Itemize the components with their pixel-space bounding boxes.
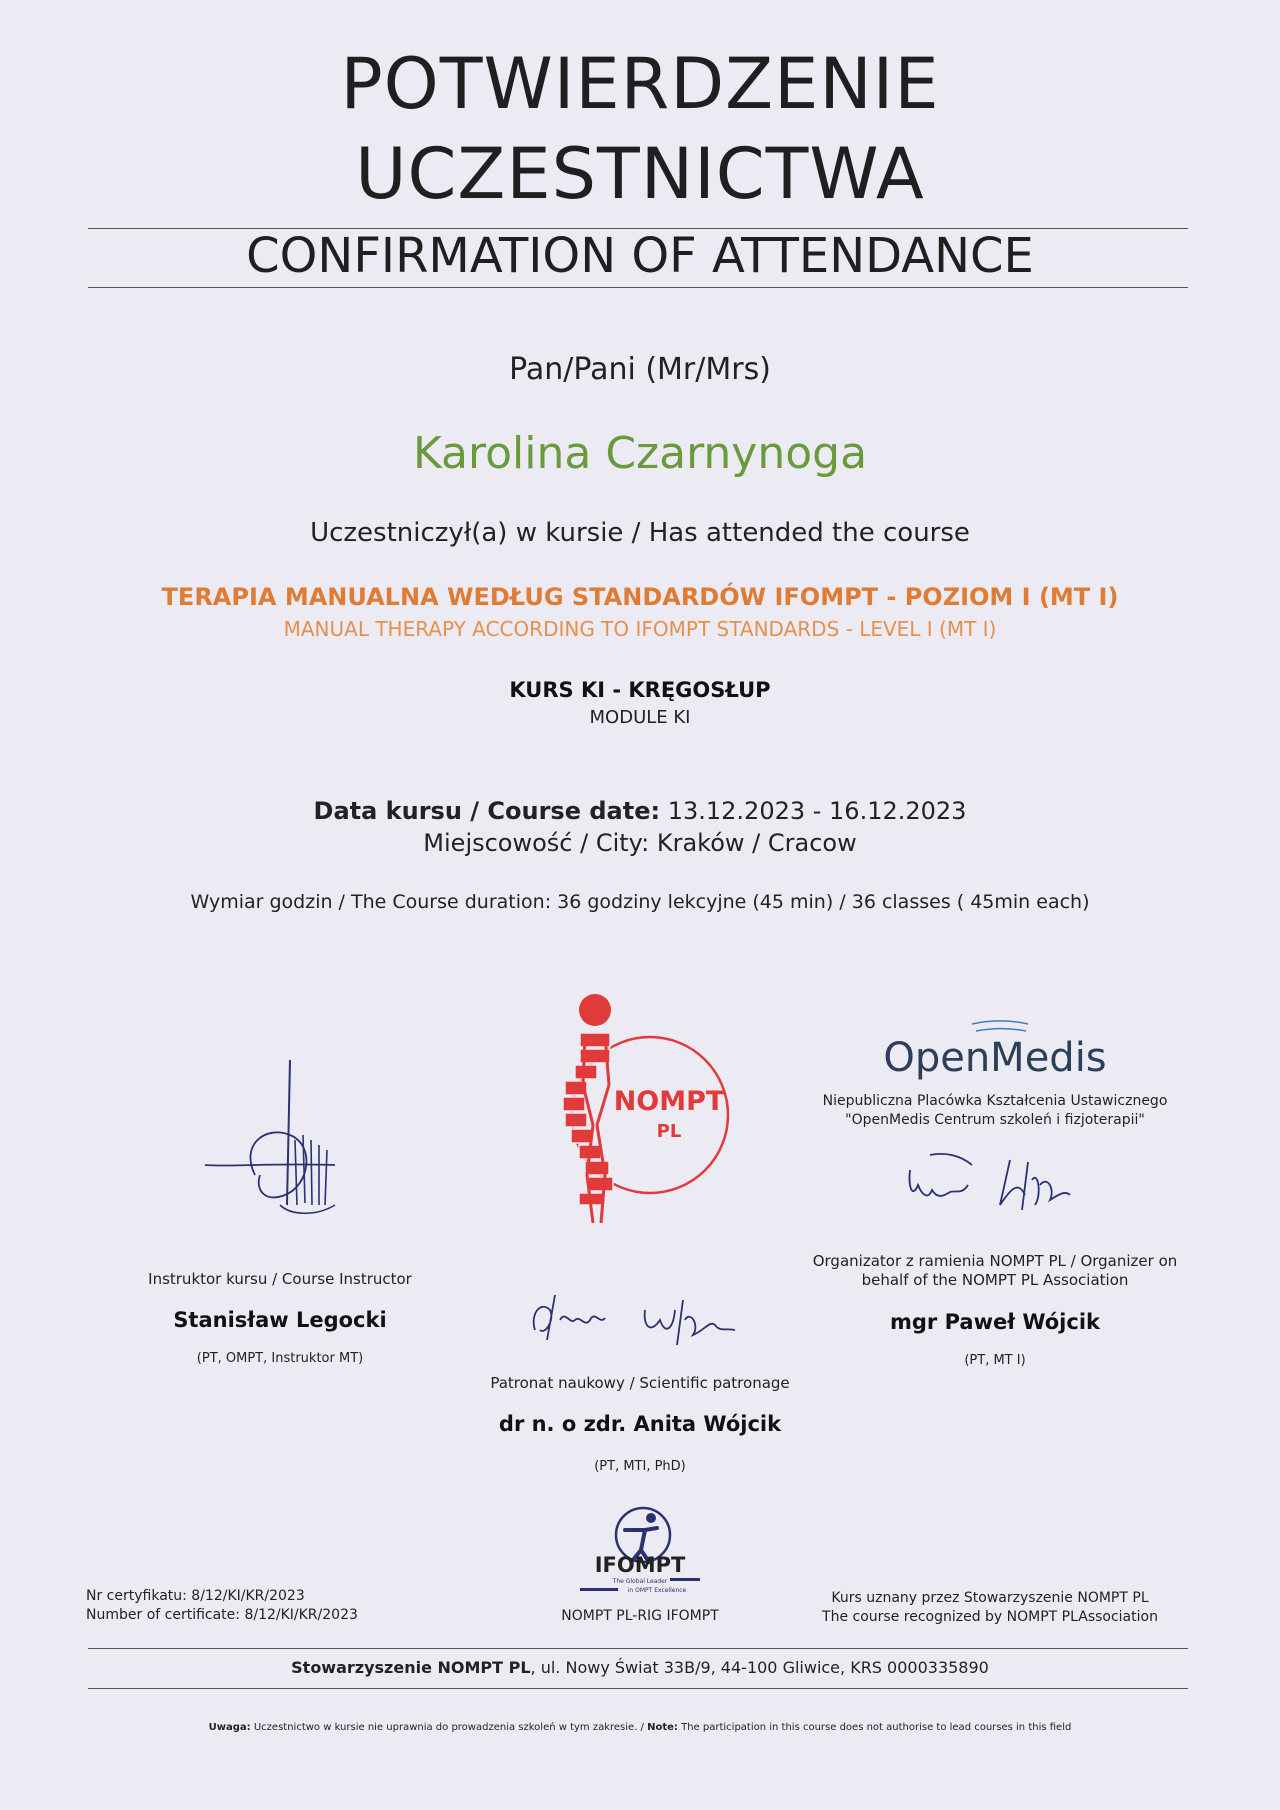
patron-role: Patronat naukowy / Scientific patronage — [490, 1374, 790, 1392]
patron-name: dr n. o zdr. Anita Wójcik — [498, 1412, 782, 1436]
footer-address-text: , ul. Nowy Świat 33B/9, 44-100 Gliwice, KRS 0000335890 — [530, 1658, 989, 1677]
footer-address — [0, 1658, 1280, 1677]
certificate-number-en: Number of certificate: 8/12/KI/KR/2023 — [86, 1607, 358, 1623]
course-date-label: Data kursu / Course date: — [313, 797, 661, 825]
subtitle: CONFIRMATION OF ATTENDANCE — [246, 228, 1034, 284]
instructor-role: Instruktor kursu / Course Instructor — [148, 1270, 412, 1288]
organizer-signature — [900, 1150, 1100, 1220]
course-date-value: 13.12.2023 - 16.12.2023 — [660, 797, 967, 825]
nompt-logo-sub: PL — [656, 1121, 682, 1142]
organizer-institution-line1: Niepubliczna Placówka Kształcenia Ustawicznego — [822, 1093, 1168, 1109]
recipient-name: Karolina Czarnynoga — [412, 428, 868, 479]
recognition-en: The course recognized by NOMPT PLAssociation — [822, 1609, 1158, 1625]
footer-rule-top — [88, 1648, 1188, 1649]
openmedis-swoosh-icon — [970, 1020, 1030, 1034]
footer-rule-bottom — [88, 1688, 1188, 1689]
recognition-pl: Kurs uznany przez Stowarzyszenie NOMPT PL — [831, 1590, 1149, 1606]
title-line-1: POTWIERDZENIE — [340, 43, 940, 125]
ifompt-logo-text: IFOMPT — [594, 1553, 686, 1577]
salutation: Pan/Pani (Mr/Mrs) — [509, 352, 771, 387]
footer-note — [0, 1722, 1280, 1733]
course-city: Miejscowość / City: Kraków / Cracow — [423, 829, 857, 857]
note-text-pl: Uczestnictwo w kursie nie uprawnia do prowadzenia szkoleń w tym zakresie. / — [250, 1722, 648, 1733]
course-title-en: MANUAL THERAPY ACCORDING TO IFOMPT STANDARDS - LEVEL I (MT I) — [283, 617, 997, 641]
ifompt-caption: NOMPT PL-RIG IFOMPT — [561, 1608, 719, 1624]
organizer-role-line1: Organizator z ramienia NOMPT PL / Organizer on — [812, 1252, 1178, 1270]
ifompt-tagline-2: in OMPT Excellence — [627, 1587, 687, 1594]
note-label-en: Note: — [647, 1722, 678, 1733]
patron-credentials: (PT, MTI, PhD) — [594, 1459, 686, 1474]
instructor-credentials: (PT, OMPT, Instruktor MT) — [196, 1351, 364, 1366]
ifompt-logo — [565, 1500, 715, 1600]
attended-text: Uczestniczył(a) w kursie / Has attended the course — [310, 518, 970, 548]
module-title-pl: KURS KI - KRĘGOSŁUP — [509, 678, 771, 702]
nompt-logo — [535, 985, 745, 1235]
ifompt-tagline-1: The Global Leader — [612, 1578, 668, 1585]
organizer-credentials: (PT, MT I) — [964, 1353, 1026, 1368]
course-date — [0, 797, 1280, 825]
instructor-signature — [195, 1055, 345, 1225]
title-rule-bottom — [88, 287, 1188, 288]
footer-org: Stowarzyszenie NOMPT PL — [291, 1658, 531, 1677]
title-line-2: UCZESTNICTWA — [355, 133, 925, 215]
nompt-logo-text: NOMPT — [613, 1086, 725, 1117]
patron-signature — [525, 1280, 755, 1350]
openmedis-logo: OpenMedis — [883, 1035, 1107, 1081]
module-title-en: MODULE KI — [589, 707, 691, 728]
note-label-pl: Uwaga: — [208, 1722, 251, 1733]
organizer-role-line2: behalf of the NOMPT PL Association — [861, 1271, 1129, 1289]
certificate-number-pl: Nr certyfikatu: 8/12/KI/KR/2023 — [86, 1588, 305, 1604]
organizer-name: mgr Paweł Wójcik — [890, 1310, 1100, 1334]
course-title-pl: TERAPIA MANUALNA WEDŁUG STANDARDÓW IFOMPT - POZIOM I (MT I) — [161, 583, 1119, 611]
note-text-en: The participation in this course does not authorise to lead courses in this field — [677, 1722, 1072, 1733]
organizer-institution-line2: "OpenMedis Centrum szkoleń i fizjoterapii" — [845, 1112, 1145, 1128]
course-duration: Wymiar godzin / The Course duration: 36 godziny lekcyjne (45 min) / 36 classes ( 45min each) — [190, 891, 1090, 913]
instructor-name: Stanisław Legocki — [173, 1308, 387, 1332]
